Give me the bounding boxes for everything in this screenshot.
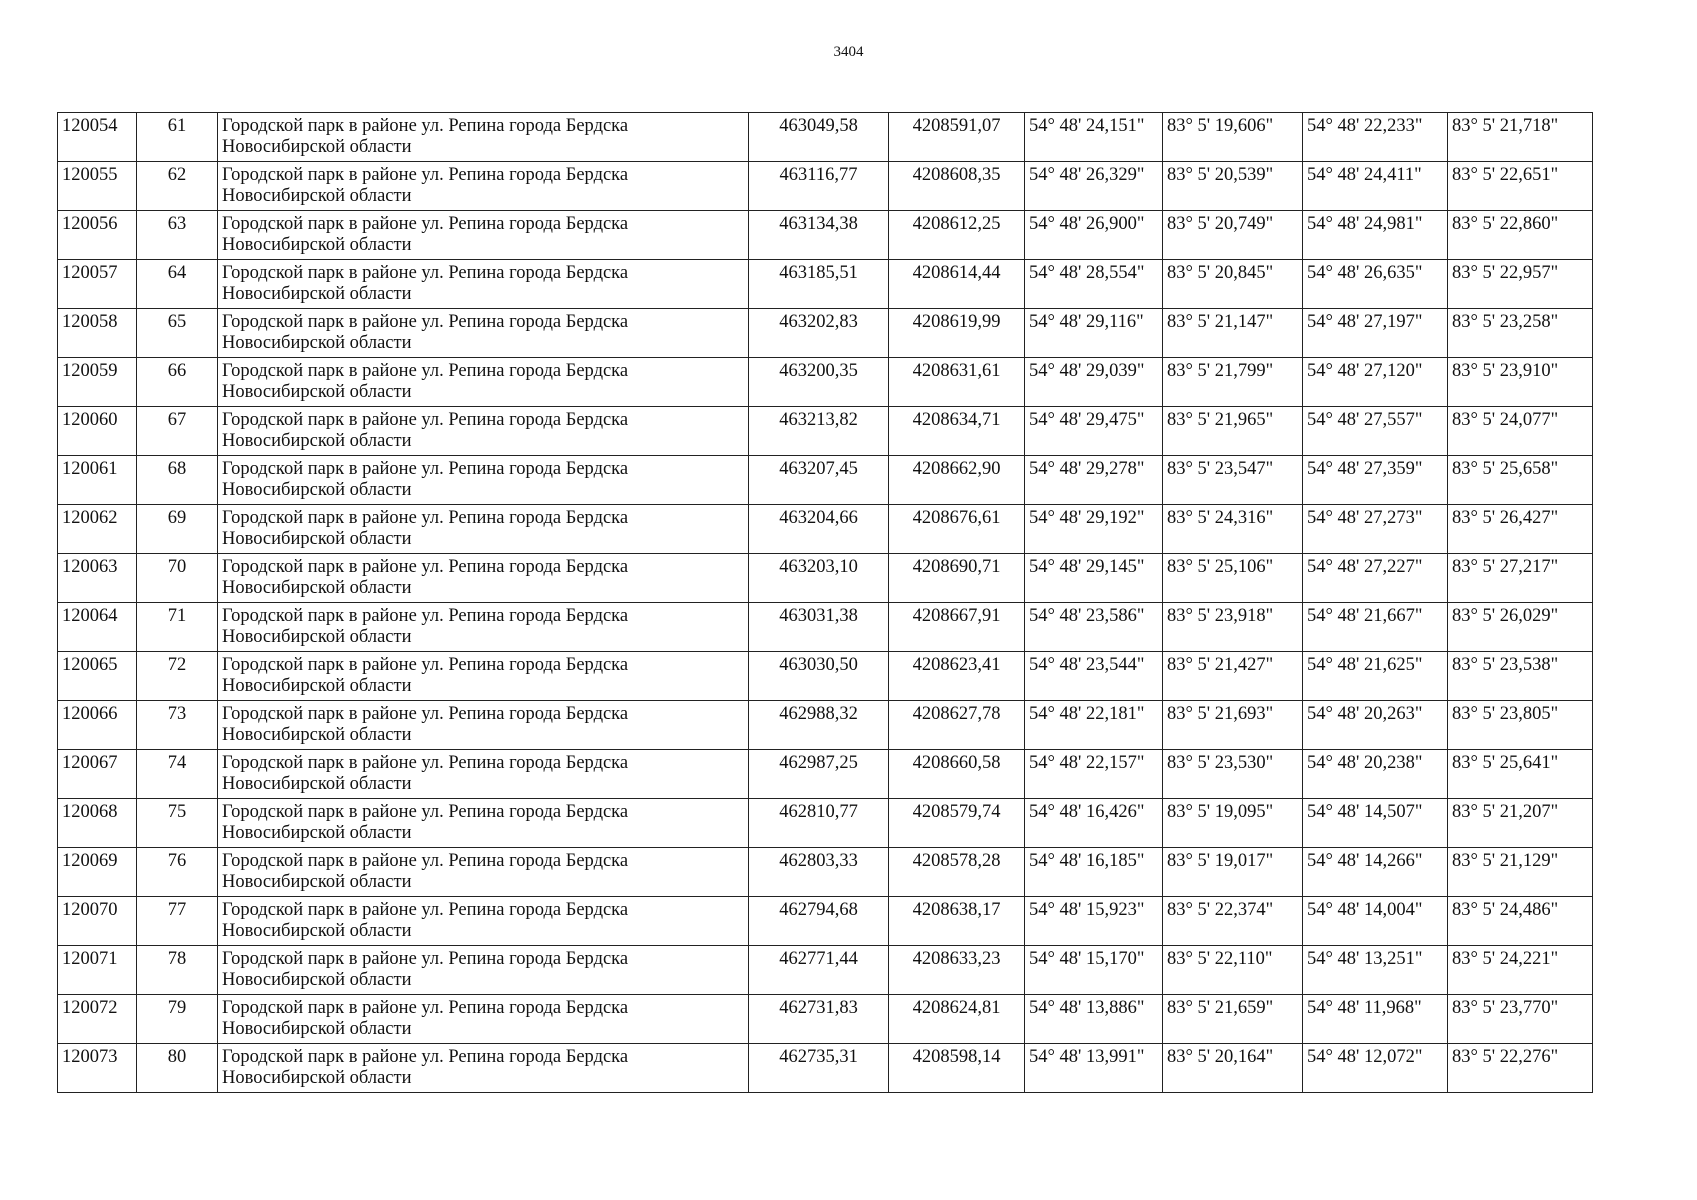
table-row xyxy=(58,162,1593,211)
table-row xyxy=(58,799,1593,848)
longitude-1-cell: 83° 5' 21,799" xyxy=(1163,358,1303,407)
object-name-line-1: Городской парк в районе ул. Репина города Бердска xyxy=(222,312,629,332)
object-id-cell: 120059 xyxy=(58,358,137,407)
latitude-1-cell: 54° 48' 29,116" xyxy=(1025,309,1163,358)
object-name-cell xyxy=(218,701,749,750)
object-name-cell xyxy=(218,162,749,211)
coord-x-cell: 463203,10 xyxy=(749,554,889,603)
object-name-line-1: Городской парк в районе ул. Репина города Бердска xyxy=(222,998,629,1018)
table-row xyxy=(58,260,1593,309)
object-name-cell xyxy=(218,603,749,652)
coord-y-cell: 4208612,25 xyxy=(889,211,1025,260)
coord-x-cell: 462810,77 xyxy=(749,799,889,848)
object-id-cell: 120067 xyxy=(58,750,137,799)
point-number-cell: 79 xyxy=(137,995,218,1044)
object-id-cell: 120058 xyxy=(58,309,137,358)
object-name-cell xyxy=(218,309,749,358)
object-name-cell xyxy=(218,554,749,603)
object-name-line-2: Новосибирской области xyxy=(222,823,412,843)
longitude-1-cell: 83° 5' 23,547" xyxy=(1163,456,1303,505)
object-name-line-2: Новосибирской области xyxy=(222,725,412,745)
latitude-2-cell: 54° 48' 27,273" xyxy=(1303,505,1448,554)
object-name-cell xyxy=(218,995,749,1044)
coord-y-cell: 4208633,23 xyxy=(889,946,1025,995)
latitude-1-cell: 54° 48' 29,192" xyxy=(1025,505,1163,554)
point-number-cell: 66 xyxy=(137,358,218,407)
coord-x-cell: 462987,25 xyxy=(749,750,889,799)
table-row xyxy=(58,554,1593,603)
longitude-2-cell: 83° 5' 24,221" xyxy=(1448,946,1593,995)
object-name-line-1: Городской парк в районе ул. Репина города Бердска xyxy=(222,557,629,577)
point-number-cell: 65 xyxy=(137,309,218,358)
object-id-cell: 120061 xyxy=(58,456,137,505)
longitude-2-cell: 83° 5' 23,770" xyxy=(1448,995,1593,1044)
object-id-cell: 120072 xyxy=(58,995,137,1044)
longitude-1-cell: 83° 5' 24,316" xyxy=(1163,505,1303,554)
latitude-2-cell: 54° 48' 24,981" xyxy=(1303,211,1448,260)
latitude-1-cell: 54° 48' 22,181" xyxy=(1025,701,1163,750)
object-id-cell: 120054 xyxy=(58,113,137,162)
object-name-cell xyxy=(218,358,749,407)
object-name-line-1: Городской парк в районе ул. Репина города Бердска xyxy=(222,165,629,185)
coord-y-cell: 4208627,78 xyxy=(889,701,1025,750)
object-name-cell xyxy=(218,848,749,897)
coord-y-cell: 4208579,74 xyxy=(889,799,1025,848)
longitude-1-cell: 83° 5' 19,017" xyxy=(1163,848,1303,897)
longitude-2-cell: 83° 5' 24,486" xyxy=(1448,897,1593,946)
object-name-line-1: Городской парк в районе ул. Репина города Бердска xyxy=(222,900,629,920)
coord-x-cell: 463031,38 xyxy=(749,603,889,652)
object-name-line-1: Городской парк в районе ул. Репина города Бердска xyxy=(222,116,629,136)
object-name-line-2: Новосибирской области xyxy=(222,872,412,892)
longitude-2-cell: 83° 5' 27,217" xyxy=(1448,554,1593,603)
point-number-cell: 80 xyxy=(137,1044,218,1093)
coord-x-cell: 463207,45 xyxy=(749,456,889,505)
object-id-cell: 120065 xyxy=(58,652,137,701)
table-row xyxy=(58,652,1593,701)
longitude-2-cell: 83° 5' 21,207" xyxy=(1448,799,1593,848)
object-name-cell xyxy=(218,1044,749,1093)
longitude-2-cell: 83° 5' 23,805" xyxy=(1448,701,1593,750)
object-name-line-1: Городской парк в районе ул. Репина города Бердска xyxy=(222,214,629,234)
object-name-line-2: Новосибирской области xyxy=(222,1019,412,1039)
object-name-line-1: Городской парк в районе ул. Репина города Бердска xyxy=(222,704,629,724)
coord-x-cell: 463202,83 xyxy=(749,309,889,358)
coord-y-cell: 4208608,35 xyxy=(889,162,1025,211)
object-name-line-2: Новосибирской области xyxy=(222,382,412,402)
object-name-cell xyxy=(218,897,749,946)
latitude-2-cell: 54° 48' 27,359" xyxy=(1303,456,1448,505)
coord-y-cell: 4208631,61 xyxy=(889,358,1025,407)
latitude-1-cell: 54° 48' 29,278" xyxy=(1025,456,1163,505)
longitude-2-cell: 83° 5' 23,910" xyxy=(1448,358,1593,407)
point-number-cell: 70 xyxy=(137,554,218,603)
latitude-1-cell: 54° 48' 24,151" xyxy=(1025,113,1163,162)
object-name-line-1: Городской парк в районе ул. Репина города Бердска xyxy=(222,459,629,479)
point-number-cell: 69 xyxy=(137,505,218,554)
longitude-1-cell: 83° 5' 23,530" xyxy=(1163,750,1303,799)
latitude-1-cell: 54° 48' 23,544" xyxy=(1025,652,1163,701)
object-id-cell: 120073 xyxy=(58,1044,137,1093)
object-name-line-2: Новосибирской области xyxy=(222,921,412,941)
coord-x-cell: 463213,82 xyxy=(749,407,889,456)
point-number-cell: 76 xyxy=(137,848,218,897)
latitude-1-cell: 54° 48' 26,329" xyxy=(1025,162,1163,211)
object-id-cell: 120063 xyxy=(58,554,137,603)
object-name-line-1: Городской парк в районе ул. Репина города Бердска xyxy=(222,361,629,381)
longitude-2-cell: 83° 5' 23,258" xyxy=(1448,309,1593,358)
point-number-cell: 75 xyxy=(137,799,218,848)
object-name-line-2: Новосибирской области xyxy=(222,578,412,598)
latitude-1-cell: 54° 48' 13,991" xyxy=(1025,1044,1163,1093)
object-name-cell xyxy=(218,456,749,505)
point-number-cell: 68 xyxy=(137,456,218,505)
latitude-2-cell: 54° 48' 20,238" xyxy=(1303,750,1448,799)
coord-x-cell: 462803,33 xyxy=(749,848,889,897)
latitude-2-cell: 54° 48' 26,635" xyxy=(1303,260,1448,309)
object-name-cell xyxy=(218,799,749,848)
longitude-1-cell: 83° 5' 23,918" xyxy=(1163,603,1303,652)
longitude-1-cell: 83° 5' 22,110" xyxy=(1163,946,1303,995)
longitude-2-cell: 83° 5' 25,641" xyxy=(1448,750,1593,799)
object-id-cell: 120066 xyxy=(58,701,137,750)
coord-x-cell: 462735,31 xyxy=(749,1044,889,1093)
coord-x-cell: 462731,83 xyxy=(749,995,889,1044)
object-name-line-2: Новосибирской области xyxy=(222,333,412,353)
object-name-line-2: Новосибирской области xyxy=(222,970,412,990)
longitude-2-cell: 83° 5' 22,276" xyxy=(1448,1044,1593,1093)
coord-y-cell: 4208634,71 xyxy=(889,407,1025,456)
table-row xyxy=(58,701,1593,750)
latitude-2-cell: 54° 48' 14,266" xyxy=(1303,848,1448,897)
latitude-1-cell: 54° 48' 29,039" xyxy=(1025,358,1163,407)
object-id-cell: 120056 xyxy=(58,211,137,260)
object-name-line-2: Новосибирской области xyxy=(222,186,412,206)
object-id-cell: 120064 xyxy=(58,603,137,652)
object-name-cell xyxy=(218,505,749,554)
page-number: 3404 xyxy=(833,44,864,60)
longitude-2-cell: 83° 5' 24,077" xyxy=(1448,407,1593,456)
object-name-line-1: Городской парк в районе ул. Репина города Бердска xyxy=(222,851,629,871)
object-name-cell xyxy=(218,113,749,162)
longitude-1-cell: 83° 5' 21,693" xyxy=(1163,701,1303,750)
object-name-line-2: Новосибирской области xyxy=(222,284,412,304)
longitude-1-cell: 83° 5' 22,374" xyxy=(1163,897,1303,946)
table-row xyxy=(58,407,1593,456)
object-name-line-1: Городской парк в районе ул. Репина города Бердска xyxy=(222,802,629,822)
latitude-2-cell: 54° 48' 14,507" xyxy=(1303,799,1448,848)
coord-y-cell: 4208638,17 xyxy=(889,897,1025,946)
table-row xyxy=(58,309,1593,358)
latitude-1-cell: 54° 48' 16,426" xyxy=(1025,799,1163,848)
longitude-1-cell: 83° 5' 19,095" xyxy=(1163,799,1303,848)
table-row xyxy=(58,358,1593,407)
table-row xyxy=(58,603,1593,652)
object-name-line-1: Городской парк в районе ул. Репина города Бердска xyxy=(222,263,629,283)
latitude-2-cell: 54° 48' 14,004" xyxy=(1303,897,1448,946)
object-name-cell xyxy=(218,211,749,260)
object-name-cell xyxy=(218,260,749,309)
coord-y-cell: 4208598,14 xyxy=(889,1044,1025,1093)
coord-y-cell: 4208676,61 xyxy=(889,505,1025,554)
latitude-2-cell: 54° 48' 27,120" xyxy=(1303,358,1448,407)
longitude-2-cell: 83° 5' 22,957" xyxy=(1448,260,1593,309)
latitude-2-cell: 54° 48' 27,557" xyxy=(1303,407,1448,456)
object-name-cell xyxy=(218,407,749,456)
object-name-cell xyxy=(218,652,749,701)
latitude-2-cell: 54° 48' 27,197" xyxy=(1303,309,1448,358)
latitude-2-cell: 54° 48' 21,625" xyxy=(1303,652,1448,701)
coord-y-cell: 4208614,44 xyxy=(889,260,1025,309)
point-number-cell: 64 xyxy=(137,260,218,309)
longitude-1-cell: 83° 5' 21,965" xyxy=(1163,407,1303,456)
latitude-2-cell: 54° 48' 20,263" xyxy=(1303,701,1448,750)
object-name-line-2: Новосибирской области xyxy=(222,627,412,647)
object-name-line-1: Городской парк в районе ул. Репина города Бердска xyxy=(222,508,629,528)
object-name-line-1: Городской парк в районе ул. Репина города Бердска xyxy=(222,949,629,969)
coord-x-cell: 462988,32 xyxy=(749,701,889,750)
latitude-1-cell: 54° 48' 16,185" xyxy=(1025,848,1163,897)
coord-y-cell: 4208662,90 xyxy=(889,456,1025,505)
coord-x-cell: 463185,51 xyxy=(749,260,889,309)
point-number-cell: 77 xyxy=(137,897,218,946)
point-number-cell: 72 xyxy=(137,652,218,701)
point-number-cell: 63 xyxy=(137,211,218,260)
longitude-1-cell: 83° 5' 20,539" xyxy=(1163,162,1303,211)
coord-x-cell: 463134,38 xyxy=(749,211,889,260)
latitude-2-cell: 54° 48' 11,968" xyxy=(1303,995,1448,1044)
point-number-cell: 67 xyxy=(137,407,218,456)
object-name-line-2: Новосибирской области xyxy=(222,676,412,696)
latitude-2-cell: 54° 48' 21,667" xyxy=(1303,603,1448,652)
coord-x-cell: 463116,77 xyxy=(749,162,889,211)
latitude-1-cell: 54° 48' 26,900" xyxy=(1025,211,1163,260)
coord-x-cell: 462771,44 xyxy=(749,946,889,995)
table-row xyxy=(58,211,1593,260)
object-id-cell: 120069 xyxy=(58,848,137,897)
longitude-2-cell: 83° 5' 26,427" xyxy=(1448,505,1593,554)
latitude-1-cell: 54° 48' 29,475" xyxy=(1025,407,1163,456)
latitude-2-cell: 54° 48' 12,072" xyxy=(1303,1044,1448,1093)
coord-x-cell: 463049,58 xyxy=(749,113,889,162)
object-name-line-2: Новосибирской области xyxy=(222,529,412,549)
table-row xyxy=(58,1044,1593,1093)
longitude-2-cell: 83° 5' 21,718" xyxy=(1448,113,1593,162)
point-number-cell: 61 xyxy=(137,113,218,162)
object-id-cell: 120068 xyxy=(58,799,137,848)
latitude-1-cell: 54° 48' 29,145" xyxy=(1025,554,1163,603)
longitude-1-cell: 83° 5' 21,427" xyxy=(1163,652,1303,701)
latitude-2-cell: 54° 48' 13,251" xyxy=(1303,946,1448,995)
coordinates-table xyxy=(57,112,1593,1093)
table-row xyxy=(58,750,1593,799)
table-row xyxy=(58,897,1593,946)
object-name-line-1: Городской парк в районе ул. Репина города Бердска xyxy=(222,753,629,773)
table-row xyxy=(58,946,1593,995)
longitude-2-cell: 83° 5' 22,860" xyxy=(1448,211,1593,260)
coord-x-cell: 463204,66 xyxy=(749,505,889,554)
longitude-2-cell: 83° 5' 22,651" xyxy=(1448,162,1593,211)
table-row xyxy=(58,113,1593,162)
latitude-1-cell: 54° 48' 15,170" xyxy=(1025,946,1163,995)
coord-x-cell: 463030,50 xyxy=(749,652,889,701)
point-number-cell: 73 xyxy=(137,701,218,750)
object-name-line-1: Городской парк в районе ул. Репина города Бердска xyxy=(222,1047,629,1067)
object-name-line-2: Новосибирской области xyxy=(222,1068,412,1088)
table-row xyxy=(58,456,1593,505)
object-name-line-2: Новосибирской области xyxy=(222,137,412,157)
latitude-1-cell: 54° 48' 22,157" xyxy=(1025,750,1163,799)
coord-y-cell: 4208624,81 xyxy=(889,995,1025,1044)
latitude-2-cell: 54° 48' 22,233" xyxy=(1303,113,1448,162)
object-name-line-1: Городской парк в районе ул. Репина города Бердска xyxy=(222,410,629,430)
object-id-cell: 120070 xyxy=(58,897,137,946)
coord-y-cell: 4208619,99 xyxy=(889,309,1025,358)
object-name-cell xyxy=(218,946,749,995)
latitude-2-cell: 54° 48' 27,227" xyxy=(1303,554,1448,603)
longitude-1-cell: 83° 5' 21,659" xyxy=(1163,995,1303,1044)
object-name-line-1: Городской парк в районе ул. Репина города Бердска xyxy=(222,655,629,675)
table-body xyxy=(58,113,1593,1093)
latitude-1-cell: 54° 48' 28,554" xyxy=(1025,260,1163,309)
object-id-cell: 120057 xyxy=(58,260,137,309)
coord-y-cell: 4208591,07 xyxy=(889,113,1025,162)
longitude-1-cell: 83° 5' 21,147" xyxy=(1163,309,1303,358)
longitude-1-cell: 83° 5' 25,106" xyxy=(1163,554,1303,603)
coord-y-cell: 4208690,71 xyxy=(889,554,1025,603)
longitude-1-cell: 83° 5' 19,606" xyxy=(1163,113,1303,162)
longitude-2-cell: 83° 5' 26,029" xyxy=(1448,603,1593,652)
object-name-line-2: Новосибирской области xyxy=(222,480,412,500)
latitude-2-cell: 54° 48' 24,411" xyxy=(1303,162,1448,211)
coord-y-cell: 4208667,91 xyxy=(889,603,1025,652)
longitude-2-cell: 83° 5' 25,658" xyxy=(1448,456,1593,505)
object-name-line-2: Новосибирской области xyxy=(222,774,412,794)
table-row xyxy=(58,995,1593,1044)
object-id-cell: 120060 xyxy=(58,407,137,456)
table-row xyxy=(58,848,1593,897)
object-name-line-2: Новосибирской области xyxy=(222,235,412,255)
object-id-cell: 120071 xyxy=(58,946,137,995)
point-number-cell: 74 xyxy=(137,750,218,799)
table-row xyxy=(58,505,1593,554)
object-id-cell: 120062 xyxy=(58,505,137,554)
latitude-1-cell: 54° 48' 15,923" xyxy=(1025,897,1163,946)
longitude-1-cell: 83° 5' 20,845" xyxy=(1163,260,1303,309)
coord-y-cell: 4208623,41 xyxy=(889,652,1025,701)
latitude-1-cell: 54° 48' 23,586" xyxy=(1025,603,1163,652)
object-name-line-1: Городской парк в районе ул. Репина города Бердска xyxy=(222,606,629,626)
coord-x-cell: 463200,35 xyxy=(749,358,889,407)
longitude-2-cell: 83° 5' 23,538" xyxy=(1448,652,1593,701)
point-number-cell: 62 xyxy=(137,162,218,211)
coord-y-cell: 4208578,28 xyxy=(889,848,1025,897)
longitude-1-cell: 83° 5' 20,749" xyxy=(1163,211,1303,260)
object-name-cell xyxy=(218,750,749,799)
object-id-cell: 120055 xyxy=(58,162,137,211)
object-name-line-2: Новосибирской области xyxy=(222,431,412,451)
latitude-1-cell: 54° 48' 13,886" xyxy=(1025,995,1163,1044)
coord-y-cell: 4208660,58 xyxy=(889,750,1025,799)
longitude-1-cell: 83° 5' 20,164" xyxy=(1163,1044,1303,1093)
point-number-cell: 78 xyxy=(137,946,218,995)
longitude-2-cell: 83° 5' 21,129" xyxy=(1448,848,1593,897)
point-number-cell: 71 xyxy=(137,603,218,652)
coord-x-cell: 462794,68 xyxy=(749,897,889,946)
